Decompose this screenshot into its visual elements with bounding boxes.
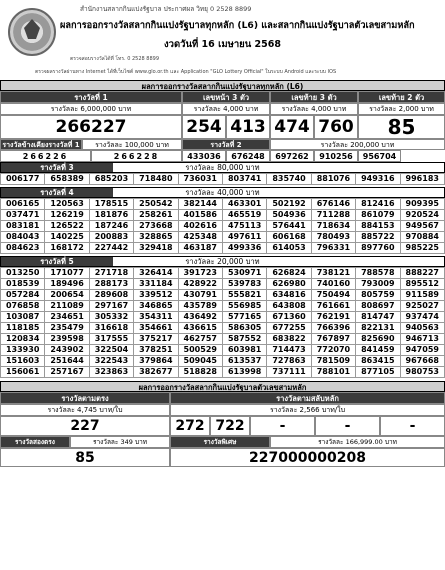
- prize-number-cell: 156061: [1, 367, 45, 378]
- prize-number-cell: 738121: [311, 268, 355, 279]
- prize-number-cell: 613537: [222, 356, 266, 367]
- second-prize-number: 433036: [182, 150, 226, 162]
- prize-number-cell: 587552: [222, 334, 266, 345]
- header: [0, 0, 445, 80]
- n3-lower-numbers: [0, 448, 445, 467]
- fourth-prize-table: [0, 198, 445, 254]
- prize-number-cell: 626980: [267, 279, 311, 290]
- prize-number-cell: 576441: [267, 221, 311, 232]
- garuda-emblem-icon: [24, 19, 40, 39]
- second-prize-number: 697262: [270, 150, 314, 162]
- fifth-prize-header: [0, 256, 445, 267]
- prize-number-cell: 297167: [89, 301, 133, 312]
- prize-number-cell: 884153: [356, 221, 400, 232]
- prize-number-cell: 676146: [311, 199, 355, 210]
- prize-number-cell: 949567: [400, 221, 444, 232]
- front3-number: 254: [182, 115, 226, 139]
- prize-number-cell: 727863: [267, 356, 311, 367]
- prize-number-cell: 814747: [356, 312, 400, 323]
- prize-number-cell: 539783: [222, 279, 266, 290]
- prize-number-cell: 812416: [356, 199, 400, 210]
- prize-number-cell: 863415: [356, 356, 400, 367]
- prize-number-cell: 805759: [356, 290, 400, 301]
- near-first-number: 266228: [91, 150, 182, 162]
- table-row: [1, 174, 445, 185]
- prize-number-cell: 235479: [45, 323, 89, 334]
- prize-number-cell: 881076: [311, 174, 355, 185]
- prize-number-cell: 925027: [400, 301, 444, 312]
- prize-number-cell: 586305: [222, 323, 266, 334]
- prize-number-cell: 718634: [311, 221, 355, 232]
- first-prize-number: 266227: [0, 115, 182, 139]
- n3-section-title: ผลการออกรางวัลสลากกินแบ่งรัฐบาลตัวเลขสามหลัก: [0, 381, 445, 392]
- table-row: [1, 243, 445, 254]
- prize-number-cell: 354661: [134, 323, 178, 334]
- prize-number-cell: 909395: [400, 199, 444, 210]
- table-row: [1, 367, 445, 378]
- prize-number-cell: 772070: [311, 345, 355, 356]
- tod-number: -: [315, 416, 380, 436]
- prize-number-cell: 634816: [267, 290, 311, 301]
- prize-number-cell: 271718: [89, 268, 133, 279]
- prize-number-cell: 133930: [1, 345, 45, 356]
- prize-number-cell: 711288: [311, 210, 355, 221]
- prize-number-cell: 354311: [134, 312, 178, 323]
- prize-number-cell: 940563: [400, 323, 444, 334]
- second-prize-number: 956704: [358, 150, 401, 162]
- back3-number: 760: [314, 115, 358, 139]
- prize-number-cell: 767897: [311, 334, 355, 345]
- prize-number-cell: 375217: [134, 334, 178, 345]
- prize-number-cell: 822131: [356, 323, 400, 334]
- near-second-header: [0, 139, 445, 150]
- prize-number-cell: 037471: [1, 210, 45, 221]
- prize-number-cell: 084623: [1, 243, 45, 254]
- prize-number-cell: 502192: [267, 199, 311, 210]
- n3-numbers: [0, 416, 445, 436]
- prize-number-cell: 793009: [356, 279, 400, 290]
- first-prize-label: รางวัลที่ 1: [0, 91, 182, 103]
- tod-label: รางวัลตามสลับหลัก: [170, 392, 445, 404]
- table-row: [1, 199, 445, 210]
- n3-labels: [0, 392, 445, 404]
- prize-number-cell: 888227: [400, 268, 444, 279]
- prize-number-cell: 057284: [1, 290, 45, 301]
- prize-number-cell: 187246: [89, 221, 133, 232]
- prize-number-cell: 251644: [45, 356, 89, 367]
- special-amount: รางวัลละ 166,999.00 บาท: [270, 436, 445, 448]
- prize-number-cell: 606168: [267, 232, 311, 243]
- special-label: รางวัลพิเศษ: [170, 436, 270, 448]
- prize-number-cell: 181876: [89, 210, 133, 221]
- prize-number-cell: 835740: [267, 174, 311, 185]
- prize-number-cell: 329418: [134, 243, 178, 254]
- prize-number-cell: 761661: [311, 301, 355, 312]
- tod-number: -: [380, 416, 445, 436]
- prize-number-cell: 504936: [267, 210, 311, 221]
- second-prize-number: 676248: [226, 150, 270, 162]
- prize-number-cell: 714473: [267, 345, 311, 356]
- prize-number-cell: 288173: [89, 279, 133, 290]
- prize-number-cell: 126219: [45, 210, 89, 221]
- n3-lower-labels: [0, 436, 445, 448]
- agency-line: สำนักงานสลากกินแบ่งรัฐบาล ประกาศผล วิทยุ 0 2528 8899: [80, 5, 252, 13]
- table-row: [1, 345, 445, 356]
- table-row: [1, 221, 445, 232]
- prize-number-cell: 920524: [400, 210, 444, 221]
- prize-number-cell: 555821: [222, 290, 266, 301]
- prize-number-cell: 475113: [222, 221, 266, 232]
- prize-number-cell: 118185: [1, 323, 45, 334]
- prize-number-cell: 402616: [178, 221, 222, 232]
- prize-number-cell: 556985: [222, 301, 266, 312]
- third-prize-amount: รางวัลละ 80,000 บาท: [185, 163, 260, 172]
- prize-number-cell: 967668: [400, 356, 444, 367]
- prize-number-cell: 949316: [356, 174, 400, 185]
- near-first-label: รางวัลข้างเคียงรางวัลที่ 1: [0, 139, 82, 150]
- prize-number-cell: 718480: [134, 174, 178, 185]
- back2-label: เลขท้าย 2 ตัว: [358, 91, 445, 103]
- fourth-prize-label: รางวัลที่ 4: [1, 188, 113, 197]
- second-prize-label: รางวัลที่ 2: [182, 139, 270, 150]
- front3-number: 413: [226, 115, 270, 139]
- prize-number-cell: 258261: [134, 210, 178, 221]
- prize-number-cell: 382677: [134, 367, 178, 378]
- prize-number-cell: 685203: [89, 174, 133, 185]
- prize-number-cell: 323863: [89, 367, 133, 378]
- prize-number-cell: 788101: [311, 367, 355, 378]
- top-prize-labels: [0, 91, 445, 103]
- prize-number-cell: 346865: [134, 301, 178, 312]
- front3-amount: รางวัลละ 4,000 บาท: [182, 103, 270, 115]
- prize-number-cell: 234651: [45, 312, 89, 323]
- prize-number-cell: 006177: [1, 174, 45, 185]
- prize-number-cell: 331184: [134, 279, 178, 290]
- page-title: ผลการออกรางวัลสลากกินแบ่งรัฐบาลทุกหลัก (L6) และสลากกินแบ่งรัฐบาลตัวเลขสามหลัก: [60, 20, 415, 31]
- prize-number-cell: 497611: [222, 232, 266, 243]
- prize-number-cell: 465519: [222, 210, 266, 221]
- tod-amount: รางวัลละ 2,566 บาท/ใบ: [170, 404, 445, 416]
- prize-number-cell: 643808: [267, 301, 311, 312]
- prize-number-cell: 322543: [89, 356, 133, 367]
- prize-number-cell: 200654: [45, 290, 89, 301]
- prize-number-cell: 430791: [178, 290, 222, 301]
- prize-number-cell: 018539: [1, 279, 45, 290]
- prize-number-cell: 250542: [134, 199, 178, 210]
- prize-number-cell: 614053: [267, 243, 311, 254]
- third-prize-header: [0, 162, 445, 173]
- prize-number-cell: 518828: [178, 367, 222, 378]
- second-prize-amount: รางวัลละ 200,000 บาท: [270, 139, 445, 150]
- prize-number-cell: 243902: [45, 345, 89, 356]
- prize-number-cell: 750494: [311, 290, 355, 301]
- prize-number-cell: 178515: [89, 199, 133, 210]
- prize-number-cell: 120834: [1, 334, 45, 345]
- table-row: [1, 312, 445, 323]
- prize-number-cell: 391723: [178, 268, 222, 279]
- prize-number-cell: 500529: [178, 345, 222, 356]
- prize-number-cell: 683822: [267, 334, 311, 345]
- prize-number-cell: 200883: [89, 232, 133, 243]
- prize-number-cell: 126522: [45, 221, 89, 232]
- prize-number-cell: 326414: [134, 268, 178, 279]
- two-label: รางวัลสองตรง: [0, 436, 70, 448]
- prize-number-cell: 530971: [222, 268, 266, 279]
- prize-number-cell: 603981: [222, 345, 266, 356]
- prize-number-cell: 103087: [1, 312, 45, 323]
- n3-amounts: [0, 404, 445, 416]
- prize-number-cell: 317555: [89, 334, 133, 345]
- first-prize-amount: รางวัลละ 6,000,000 บาท: [0, 103, 182, 115]
- straight-label: รางวัลตามตรง: [0, 392, 170, 404]
- table-row: [1, 290, 445, 301]
- prize-number-cell: 378251: [134, 345, 178, 356]
- prize-number-cell: 762191: [311, 312, 355, 323]
- prize-number-cell: 257167: [45, 367, 89, 378]
- prize-number-cell: 151603: [1, 356, 45, 367]
- table-row: [1, 268, 445, 279]
- prize-number-cell: 671360: [267, 312, 311, 323]
- prize-number-cell: 273668: [134, 221, 178, 232]
- table-row: [1, 210, 445, 221]
- fifth-prize-table: [0, 267, 445, 378]
- prize-number-cell: 211089: [45, 301, 89, 312]
- prize-number-cell: 996183: [400, 174, 444, 185]
- prize-number-cell: 985225: [400, 243, 444, 254]
- l6-section-title: ผลการออกรางวัลสลากกินแบ่งรัฐบาลทุกหลัก (L6): [0, 80, 445, 91]
- front3-label: เลขหน้า 3 ตัว: [182, 91, 270, 103]
- prize-number-cell: 947059: [400, 345, 444, 356]
- tod-number: 272: [170, 416, 210, 436]
- website-note: ตรวจผลรางวัลผ่านทาง Internet ได้ที่เว็บไซต์ www.glo.or.th และ Application "GLO Lottery Official" ในระบบ Android และระบบ IOS: [35, 69, 337, 75]
- prize-number-cell: 171077: [45, 268, 89, 279]
- prize-number-cell: 841459: [356, 345, 400, 356]
- prize-number-cell: 339512: [134, 290, 178, 301]
- prize-number-cell: 970884: [400, 232, 444, 243]
- prize-number-cell: 788578: [356, 268, 400, 279]
- prize-number-cell: 613998: [222, 367, 266, 378]
- prize-number-cell: 316618: [89, 323, 133, 334]
- prize-number-cell: 168172: [45, 243, 89, 254]
- prize-number-cell: 463187: [178, 243, 222, 254]
- tod-number: 722: [210, 416, 250, 436]
- table-row: [1, 334, 445, 345]
- prize-number-cell: 796331: [311, 243, 355, 254]
- prize-number-cell: 499336: [222, 243, 266, 254]
- special-number: 227000000208: [170, 448, 445, 467]
- prize-number-cell: 808697: [356, 301, 400, 312]
- two-amount: รางวัลละ 349 บาท: [70, 436, 170, 448]
- back3-label: เลขท้าย 3 ตัว: [270, 91, 358, 103]
- third-prize-label: รางวัลที่ 3: [1, 163, 113, 172]
- top-prize-amounts: [0, 103, 445, 115]
- back3-amount: รางวัลละ 4,000 บาท: [270, 103, 358, 115]
- near-first-number: 266226: [0, 150, 91, 162]
- near-first-amount: รางวัลละ 100,000 บาท: [82, 139, 182, 150]
- two-number: 85: [0, 448, 170, 467]
- straight-number: 227: [0, 416, 170, 436]
- prize-number-cell: 006165: [1, 199, 45, 210]
- prize-number-cell: 328865: [134, 232, 178, 243]
- prize-number-cell: 289608: [89, 290, 133, 301]
- prize-number-cell: 937474: [400, 312, 444, 323]
- prize-number-cell: 737111: [267, 367, 311, 378]
- second-prize-number: 910256: [314, 150, 358, 162]
- prize-number-cell: 885722: [356, 232, 400, 243]
- prize-number-cell: 239598: [45, 334, 89, 345]
- prize-number-cell: 740160: [311, 279, 355, 290]
- prize-number-cell: 911589: [400, 290, 444, 301]
- third-prize-table: [0, 173, 445, 185]
- prize-number-cell: 825690: [356, 334, 400, 345]
- draw-date: งวดวันที่ 16 เมษายน 2568: [164, 39, 281, 50]
- prize-number-cell: 803741: [222, 174, 266, 185]
- table-row: [1, 279, 445, 290]
- table-row: [1, 323, 445, 334]
- prize-number-cell: 462757: [178, 334, 222, 345]
- prize-number-cell: 305332: [89, 312, 133, 323]
- prize-number-cell: 076858: [1, 301, 45, 312]
- top-prize-numbers: [0, 115, 445, 139]
- prize-number-cell: 509045: [178, 356, 222, 367]
- fifth-prize-label: รางวัลที่ 5: [1, 257, 113, 266]
- prize-number-cell: 877105: [356, 367, 400, 378]
- prize-number-cell: 401586: [178, 210, 222, 221]
- prize-number-cell: 436492: [178, 312, 222, 323]
- fourth-prize-header: [0, 187, 445, 198]
- prize-number-cell: 083181: [1, 221, 45, 232]
- table-row: [1, 232, 445, 243]
- tod-number: -: [250, 416, 315, 436]
- prize-number-cell: 382144: [178, 199, 222, 210]
- prize-number-cell: 013250: [1, 268, 45, 279]
- prize-number-cell: 677255: [267, 323, 311, 334]
- prize-number-cell: 227442: [89, 243, 133, 254]
- prize-number-cell: 120563: [45, 199, 89, 210]
- fifth-prize-amount: รางวัลละ 20,000 บาท: [185, 257, 260, 266]
- prize-number-cell: 980753: [400, 367, 444, 378]
- near-second-numbers: [0, 150, 445, 162]
- contact-note: ตรวจสอบรางวัลได้ที่ โทร. 0 2528 8899: [70, 56, 160, 62]
- fourth-prize-amount: รางวัลละ 40,000 บาท: [185, 188, 260, 197]
- prize-number-cell: 425348: [178, 232, 222, 243]
- prize-number-cell: 766396: [311, 323, 355, 334]
- back2-number: 85: [358, 115, 445, 139]
- prize-number-cell: 189496: [45, 279, 89, 290]
- back3-number: 474: [270, 115, 314, 139]
- prize-number-cell: 897760: [356, 243, 400, 254]
- table-row: [1, 356, 445, 367]
- prize-number-cell: 780493: [311, 232, 355, 243]
- prize-number-cell: 140225: [45, 232, 89, 243]
- prize-number-cell: 895512: [400, 279, 444, 290]
- prize-number-cell: 435789: [178, 301, 222, 312]
- prize-number-cell: 084043: [1, 232, 45, 243]
- prize-number-cell: 736031: [178, 174, 222, 185]
- prize-number-cell: 626824: [267, 268, 311, 279]
- prize-number-cell: 658389: [45, 174, 89, 185]
- prize-number-cell: 946713: [400, 334, 444, 345]
- back2-amount: รางวัลละ 2,000 บาท: [358, 103, 445, 115]
- prize-number-cell: 861079: [356, 210, 400, 221]
- prize-number-cell: 428922: [178, 279, 222, 290]
- prize-number-cell: 322504: [89, 345, 133, 356]
- table-row: [1, 301, 445, 312]
- prize-number-cell: 436615: [178, 323, 222, 334]
- prize-number-cell: 379864: [134, 356, 178, 367]
- prize-number-cell: 463301: [222, 199, 266, 210]
- prize-number-cell: 781509: [311, 356, 355, 367]
- straight-amount: รางวัลละ 4,745 บาท/ใบ: [0, 404, 170, 416]
- prize-number-cell: 577165: [222, 312, 266, 323]
